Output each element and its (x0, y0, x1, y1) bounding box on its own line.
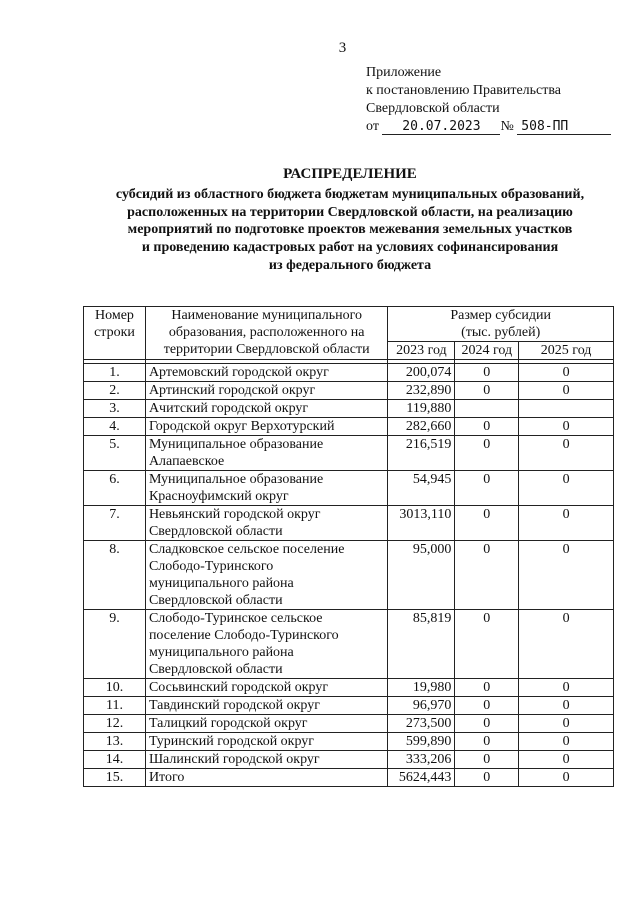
row-name (145, 382, 387, 400)
row-name-line: Сладковское сельское поселение (148, 542, 345, 557)
value-2025: 0 (519, 697, 614, 715)
table-row (84, 751, 614, 769)
value-2025: 0 (519, 751, 614, 769)
value-2025: 0 (519, 679, 614, 697)
title-line-2: расположенных на территории Свердловской области, на реализацию (127, 204, 573, 220)
value-2025: 0 (519, 471, 614, 506)
annex-line-3: Свердловской области (366, 101, 500, 116)
value-2025: 0 (519, 769, 614, 787)
row-number: 1. (84, 364, 146, 382)
row-number: 6. (84, 471, 146, 506)
header-year-2024: 2024 год (455, 342, 519, 360)
value-2025: 0 (519, 715, 614, 733)
header-number (84, 307, 146, 360)
header-name-line: Наименование муниципального (171, 308, 362, 323)
row-name (145, 679, 387, 697)
value-2025: 0 (519, 436, 614, 471)
value-2025: 0 (519, 506, 614, 541)
row-name (145, 400, 387, 418)
value-2024: 0 (455, 679, 519, 697)
header-name-line: образования, расположенного на (168, 325, 365, 340)
row-number: 5. (84, 436, 146, 471)
table-row (84, 506, 614, 541)
row-name-line: Ачитский городской округ (148, 401, 309, 416)
value-2024: 0 (455, 769, 519, 787)
row-number: 12. (84, 715, 146, 733)
row-name (145, 697, 387, 715)
value-2024: 0 (455, 541, 519, 610)
row-name (145, 436, 387, 471)
value-2023: 3013,110 (388, 506, 455, 541)
row-name-line: Туринский городской округ (148, 734, 315, 749)
row-name-line: муниципального района (148, 645, 294, 660)
value-2023: 5624,443 (388, 769, 455, 787)
table-row (84, 697, 614, 715)
value-2025 (519, 400, 614, 418)
table-row (84, 436, 614, 471)
value-2023: 119,880 (388, 400, 455, 418)
subsidy-table (83, 306, 614, 787)
row-name-line: Городской округ Верхотурский (148, 419, 335, 434)
table-row (84, 541, 614, 610)
row-name (145, 364, 387, 382)
row-name-line: Слободо-Туринское сельское (148, 611, 323, 626)
row-name-line: Шалинский городской округ (148, 752, 320, 767)
header-name-line: территории Свердловской области (163, 342, 370, 357)
decree-number: 508-ПП (517, 120, 611, 135)
value-2024: 0 (455, 471, 519, 506)
value-2024: 0 (455, 610, 519, 679)
row-name (145, 610, 387, 679)
decree-date: 20.07.2023 (382, 120, 500, 135)
value-2023: 232,890 (388, 382, 455, 400)
row-number: 10. (84, 679, 146, 697)
value-2023: 599,890 (388, 733, 455, 751)
row-name (145, 751, 387, 769)
row-name-line: поселение Слободо-Туринского (148, 628, 339, 643)
row-number: 8. (84, 541, 146, 610)
header-size (388, 307, 614, 342)
value-2023: 19,980 (388, 679, 455, 697)
value-2023: 333,206 (388, 751, 455, 769)
value-2024: 0 (455, 751, 519, 769)
row-name-line: Слободо-Туринского (148, 559, 274, 574)
row-name (145, 471, 387, 506)
table-row (84, 382, 614, 400)
header-size-line: Размер субсидии (450, 308, 552, 323)
value-2025: 0 (519, 418, 614, 436)
row-name-line: Артинский городской округ (148, 383, 316, 398)
row-name-line: Артемовский городской округ (148, 365, 329, 380)
annex-date-line (366, 118, 611, 136)
value-2025: 0 (519, 541, 614, 610)
row-number: 7. (84, 506, 146, 541)
value-2024: 0 (455, 506, 519, 541)
header-size-line: (тыс. рублей) (461, 325, 541, 340)
row-name-line: Невьянский городской округ (148, 507, 321, 522)
row-number: 3. (84, 400, 146, 418)
table-row (84, 418, 614, 436)
row-number: 2. (84, 382, 146, 400)
title-line-3: мероприятий по подготовке проектов межевания земельных участков (127, 222, 573, 238)
title-line-5: из федерального бюджета (268, 257, 432, 273)
value-2023: 216,519 (388, 436, 455, 471)
row-number: 4. (84, 418, 146, 436)
table-row (84, 715, 614, 733)
value-2024: 0 (455, 364, 519, 382)
table-row (84, 610, 614, 679)
value-2024: 0 (455, 715, 519, 733)
value-2023: 96,970 (388, 697, 455, 715)
row-name-line: Свердловской области (148, 524, 283, 539)
row-name (145, 541, 387, 610)
table-row (84, 679, 614, 697)
row-name-line: Алапаевское (148, 454, 225, 469)
value-2023: 95,000 (388, 541, 455, 610)
row-name (145, 418, 387, 436)
row-name-line: Свердловской области (148, 593, 283, 608)
value-2024: 0 (455, 418, 519, 436)
value-2024: 0 (455, 697, 519, 715)
page-number: 3 (338, 40, 347, 56)
table-row (84, 364, 614, 382)
header-number-line: Номер (95, 308, 134, 323)
number-label: № (500, 119, 514, 134)
row-name (145, 715, 387, 733)
annex-line-1: Приложение (366, 65, 442, 80)
value-2024 (455, 400, 519, 418)
header-number-line: строки (94, 325, 135, 340)
row-name-line: муниципального района (148, 576, 294, 591)
row-number: 9. (84, 610, 146, 679)
row-name-line: Муниципальное образование (148, 437, 324, 452)
value-2024: 0 (455, 733, 519, 751)
title-line-1: субсидий из областного бюджета бюджетам муниципальных образований, (115, 186, 585, 202)
value-2024: 0 (455, 382, 519, 400)
value-2023: 282,660 (388, 418, 455, 436)
row-name (145, 506, 387, 541)
header-name (145, 307, 387, 360)
row-number: 11. (84, 697, 146, 715)
row-name-line: Красноуфимский округ (148, 489, 289, 504)
row-name (145, 733, 387, 751)
table-row (84, 471, 614, 506)
header-year-2023: 2023 год (388, 342, 455, 360)
row-number: 15. (84, 769, 146, 787)
value-2024: 0 (455, 436, 519, 471)
annex-line-2: к постановлению Правительства (366, 83, 562, 98)
value-2025: 0 (519, 610, 614, 679)
row-number: 14. (84, 751, 146, 769)
annex-block (366, 64, 611, 136)
row-name-line: Талицкий городской округ (148, 716, 308, 731)
document-title (60, 166, 640, 275)
title-line-4: и проведению кадастровых работ на условиях софинансирования (141, 240, 559, 256)
from-label: от (366, 119, 379, 134)
value-2025: 0 (519, 382, 614, 400)
value-2023: 85,819 (388, 610, 455, 679)
row-name-line: Сосьвинский городской округ (148, 680, 329, 695)
table-row (84, 769, 614, 787)
header-year-2025: 2025 год (519, 342, 614, 360)
title-heading: РАСПРЕДЕЛЕНИЕ (283, 166, 417, 182)
row-name (145, 769, 387, 787)
row-name-line: Тавдинский городской округ (148, 698, 320, 713)
row-name-line: Свердловской области (148, 662, 283, 677)
value-2025: 0 (519, 733, 614, 751)
row-number: 13. (84, 733, 146, 751)
table-row (84, 733, 614, 751)
value-2023: 200,074 (388, 364, 455, 382)
value-2023: 273,500 (388, 715, 455, 733)
row-name-line: Итого (148, 770, 185, 785)
value-2025: 0 (519, 364, 614, 382)
row-name-line: Муниципальное образование (148, 472, 324, 487)
table-row (84, 400, 614, 418)
value-2023: 54,945 (388, 471, 455, 506)
